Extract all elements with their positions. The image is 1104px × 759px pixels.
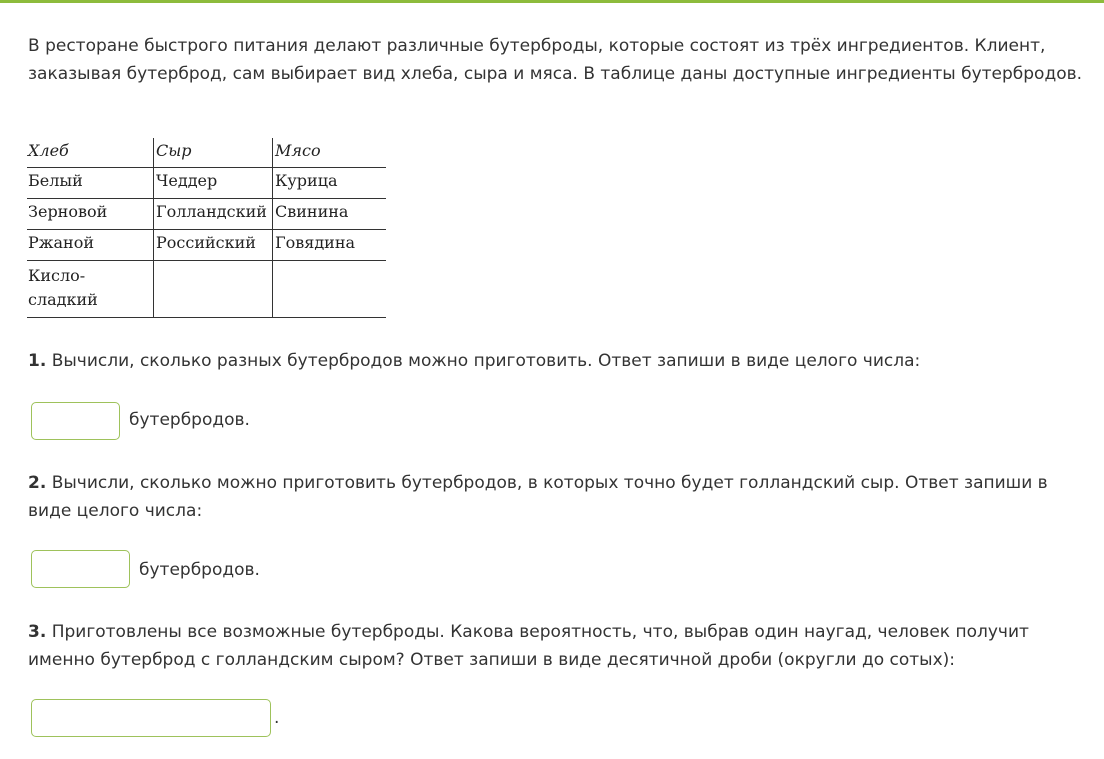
- question-3: [28, 619, 1048, 674]
- table-cell: [154, 261, 273, 318]
- table-row: [27, 168, 386, 199]
- question-number: 1.: [28, 351, 47, 371]
- answer-suffix-2: бутербродов.: [139, 560, 260, 580]
- table-cell: Зерновой: [27, 199, 154, 230]
- question-number: 3.: [28, 622, 47, 642]
- question-text: Вычисли, сколько разных бутербродов можно приготовить. Ответ запиши в виде целого числа:: [51, 351, 921, 371]
- question-1: [28, 348, 1088, 376]
- table-cell: Свинина: [273, 199, 387, 230]
- table-cell: [273, 261, 387, 318]
- table-row: [27, 230, 386, 261]
- table-cell: Говядина: [273, 230, 387, 261]
- column-header-bread: Хлеб: [27, 138, 154, 168]
- table-cell: Голландский: [154, 199, 273, 230]
- table-cell: Чеддер: [154, 168, 273, 199]
- question-text: Приготовлены все возможные бутерброды. Какова вероятность, что, выбрав один наугад, человек получит именно бутерброд с голландским сыром? Ответ запиши в виде десятичной дроби (округли до сотых):: [28, 622, 1029, 670]
- table-row: [27, 261, 386, 318]
- question-2: [28, 470, 1088, 525]
- answer-input-2[interactable]: [31, 550, 130, 588]
- answer-suffix-1: бутербродов.: [129, 410, 250, 430]
- table-cell: Белый: [27, 168, 154, 199]
- table-header-row: [27, 138, 386, 168]
- table-cell: Курица: [273, 168, 387, 199]
- table-row: [27, 199, 386, 230]
- table-cell: Российский: [154, 230, 273, 261]
- column-header-meat: Мясо: [273, 138, 387, 168]
- top-accent-bar: [0, 0, 1104, 3]
- question-text: Вычисли, сколько можно приготовить бутербродов, в которых точно будет голландский сыр. Ответ запиши в виде целого числа:: [28, 473, 1048, 521]
- question-number: 2.: [28, 473, 47, 493]
- column-header-cheese: Сыр: [154, 138, 273, 168]
- task-intro: В ресторане быстрого питания делают различные бутерброды, которые состоят из трёх ингредиентов. Клиент, заказывая бутерброд, сам выбирает вид хлеба, сыра и мяса. В таблице даны доступные ингредиенты бутербродов.: [28, 36, 1083, 84]
- table-cell: Кисло-сладкий: [27, 261, 154, 318]
- answer-input-1[interactable]: [31, 402, 120, 440]
- answer-input-3[interactable]: [31, 699, 271, 737]
- ingredients-table: [27, 138, 386, 318]
- answer-suffix-3: .: [274, 708, 280, 728]
- table-cell: Ржаной: [27, 230, 154, 261]
